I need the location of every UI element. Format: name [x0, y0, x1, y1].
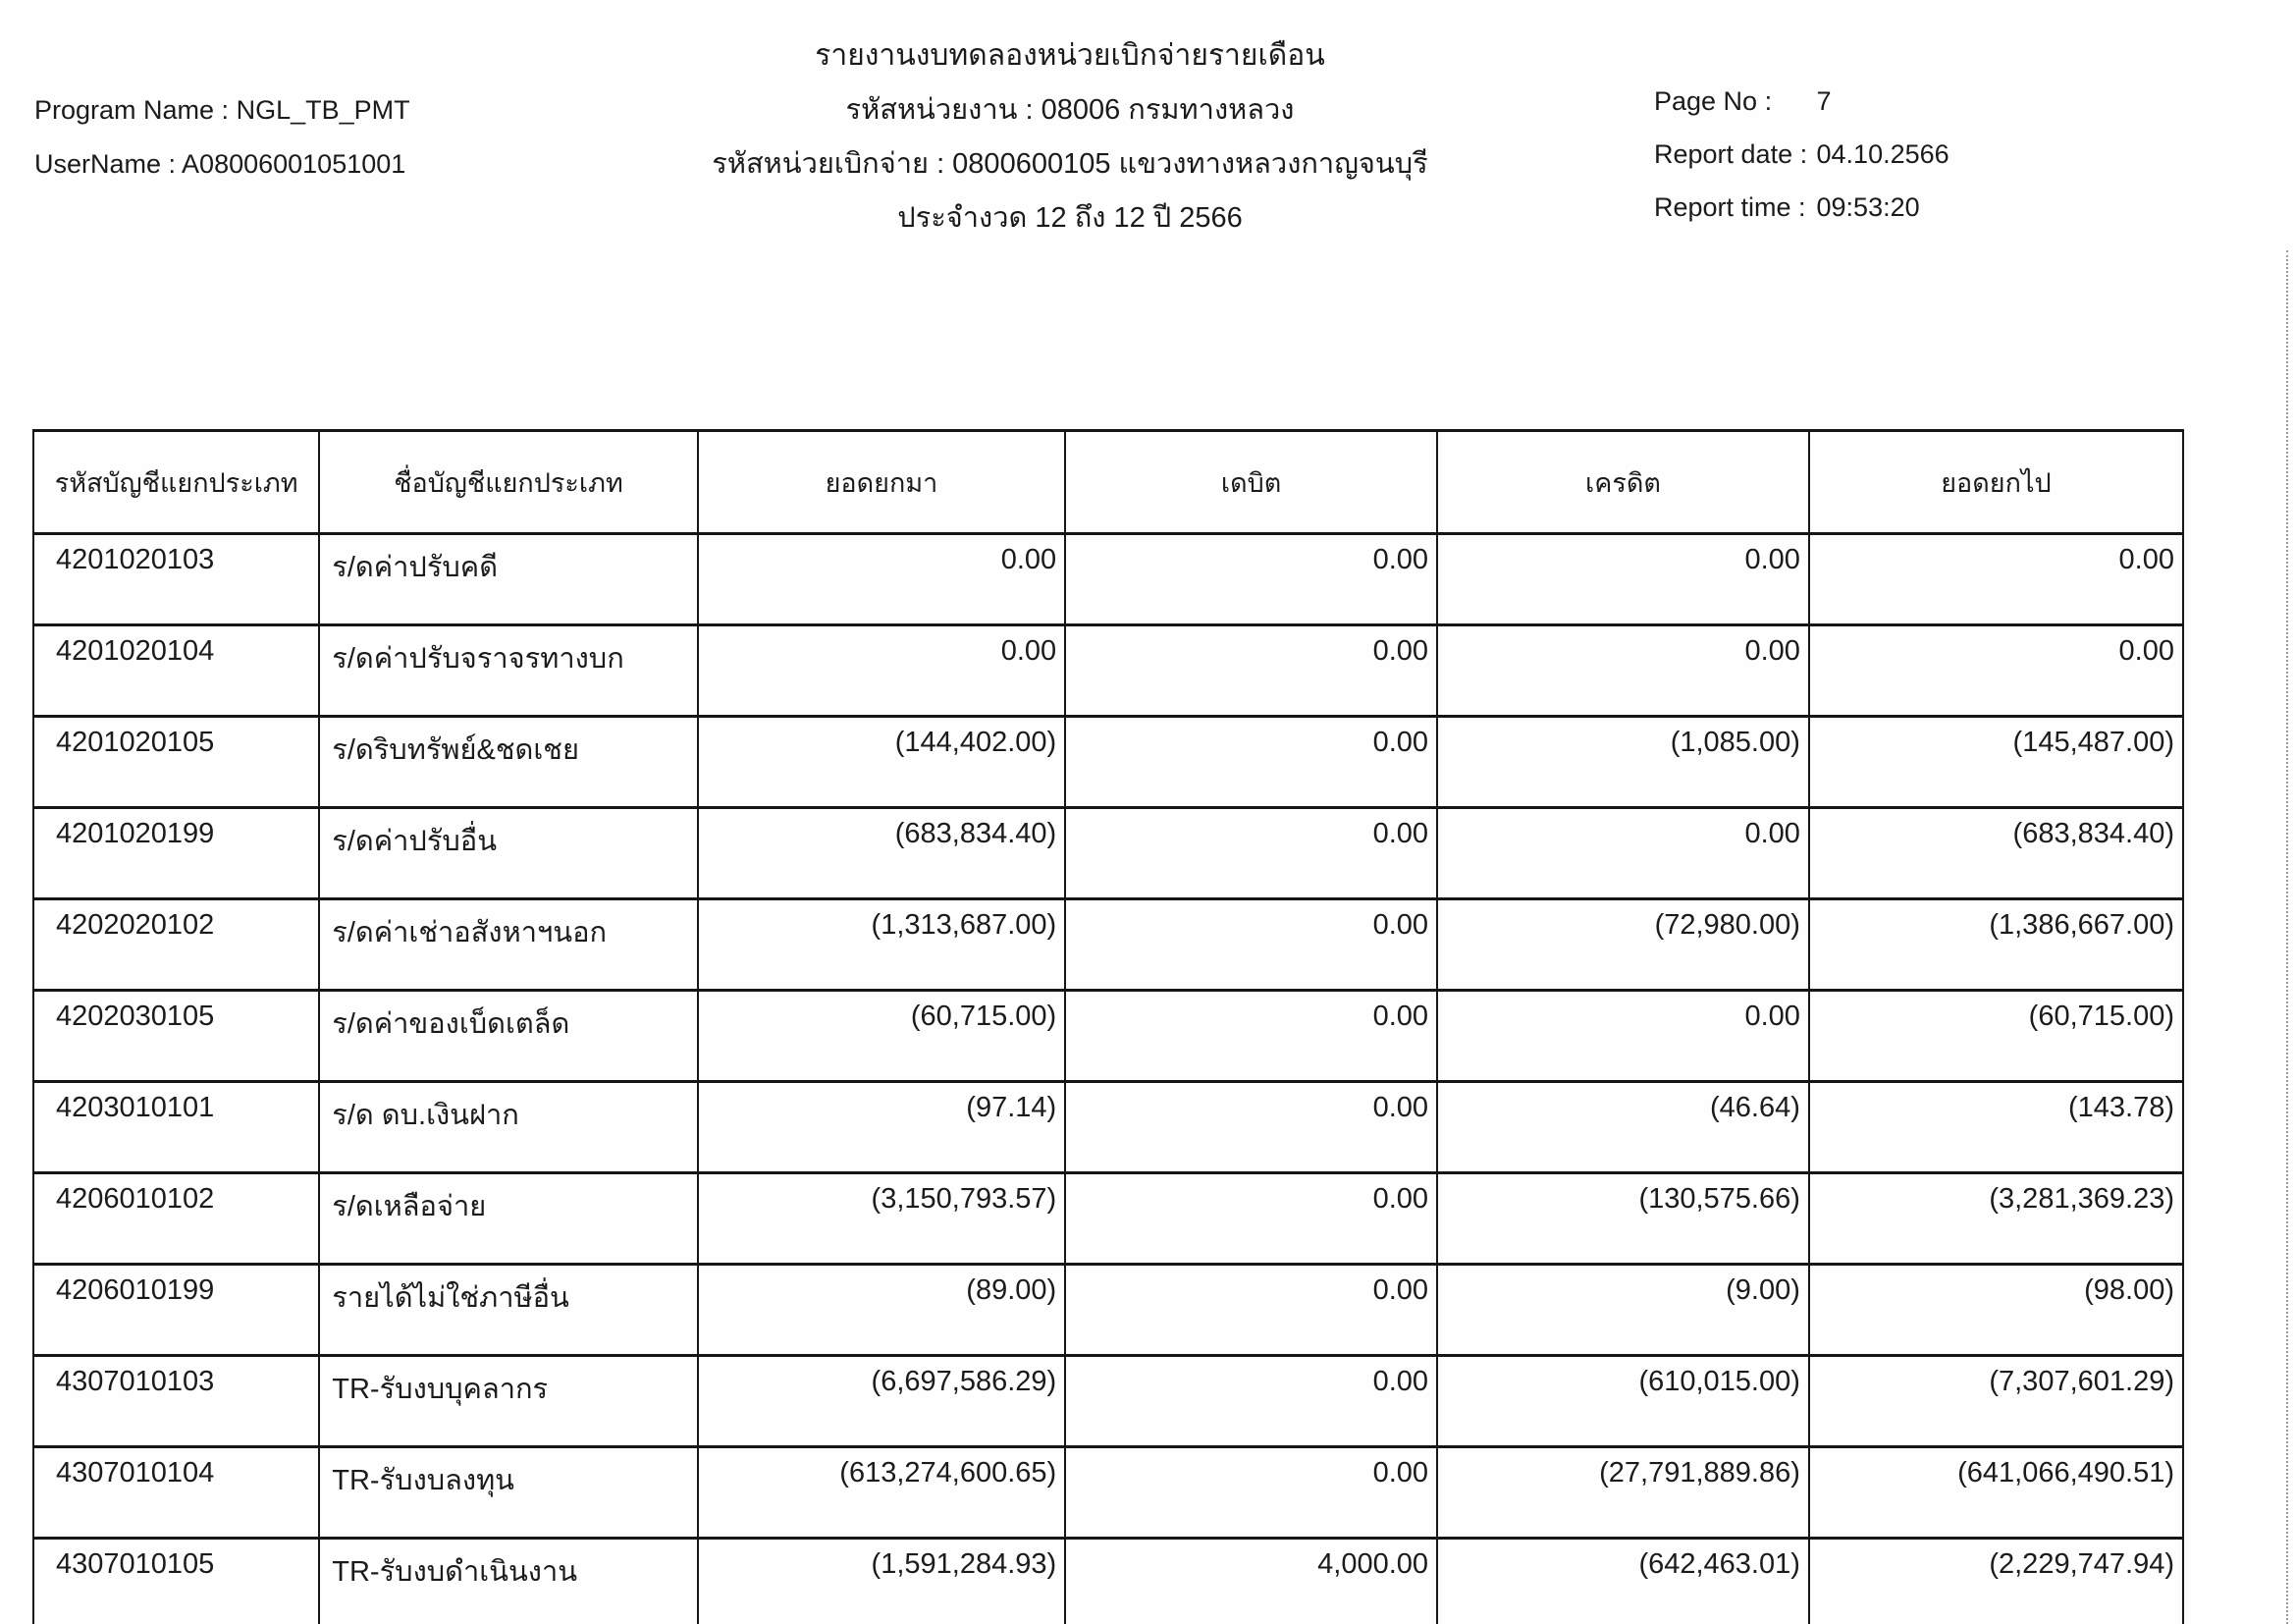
cell-account-code: 4307010104 [33, 1447, 319, 1539]
table-row [33, 1265, 2183, 1356]
cell-account-code: 4203010101 [33, 1082, 319, 1173]
cell-credit: (130,575.66) [1437, 1173, 1809, 1265]
program-name-label: Program Name : [34, 95, 230, 125]
cell-ending-balance: (98.00) [1809, 1265, 2183, 1356]
cell-credit: 0.00 [1437, 625, 1809, 717]
username-value: A08006001051001 [182, 149, 406, 179]
cell-beginning-balance: (1,591,284.93) [698, 1539, 1065, 1624]
cell-beginning-balance: (1,313,687.00) [698, 899, 1065, 991]
cell-beginning-balance: (144,402.00) [698, 717, 1065, 808]
cell-debit: 0.00 [1065, 1173, 1437, 1265]
page-no-label: Page No : [1654, 86, 1773, 116]
cell-account-code: 4206010199 [33, 1265, 319, 1356]
cell-account-name: ร/ดริบทรัพย์&ชดเชย [319, 717, 697, 808]
report-date-value: 04.10.2566 [1816, 139, 1949, 169]
scan-edge-artifact [2286, 250, 2288, 1624]
cell-credit: 0.00 [1437, 808, 1809, 899]
cell-ending-balance: (3,281,369.23) [1809, 1173, 2183, 1265]
cell-credit: (9.00) [1437, 1265, 1809, 1356]
cell-ending-balance: (143.78) [1809, 1082, 2183, 1173]
cell-debit: 0.00 [1065, 1265, 1437, 1356]
cell-ending-balance: 0.00 [1809, 625, 2183, 717]
cell-account-code: 4202030105 [33, 991, 319, 1082]
cell-credit: 0.00 [1437, 534, 1809, 625]
cell-debit: 0.00 [1065, 1447, 1437, 1539]
col-header-debit: เดบิต [1065, 431, 1437, 534]
cell-account-code: 4202020102 [33, 899, 319, 991]
cell-ending-balance: (1,386,667.00) [1809, 899, 2183, 991]
table-row [33, 1356, 2183, 1447]
cell-account-name: ร/ดค่าปรับจราจรทางบก [319, 625, 697, 717]
cell-debit: 0.00 [1065, 991, 1437, 1082]
cell-debit: 0.00 [1065, 899, 1437, 991]
agency-code-line: รหัสหน่วยงาน : 08006 กรมทางหลวง [845, 94, 1295, 126]
report-date-label: Report date : [1654, 139, 1808, 169]
cell-account-name: TR-รับงบบุคลากร [319, 1356, 697, 1447]
cell-account-code: 4201020103 [33, 534, 319, 625]
username-line [34, 149, 405, 180]
table-row [33, 625, 2183, 717]
cell-credit: 0.00 [1437, 991, 1809, 1082]
cell-beginning-balance: (3,150,793.57) [698, 1173, 1065, 1265]
col-header-credit: เครดิต [1437, 431, 1809, 534]
disbursement-unit-line: รหัสหน่วยเบิกจ่าย : 0800600105 แขวงทางหลวงกาญจนบุรี [712, 148, 1428, 180]
col-header-beginning-balance: ยอดยกมา [698, 431, 1065, 534]
cell-ending-balance: 0.00 [1809, 534, 2183, 625]
table-row [33, 1539, 2183, 1624]
cell-beginning-balance: (97.14) [698, 1082, 1065, 1173]
cell-beginning-balance: 0.00 [698, 534, 1065, 625]
cell-beginning-balance: (60,715.00) [698, 991, 1065, 1082]
cell-account-code: 4206010102 [33, 1173, 319, 1265]
cell-account-code: 4201020104 [33, 625, 319, 717]
col-header-account-name: ชื่อบัญชีแยกประเภท [319, 431, 697, 534]
cell-account-name: ร/ดเหลือจ่าย [319, 1173, 697, 1265]
program-name-line [34, 95, 410, 126]
page-no-value: 7 [1816, 86, 1832, 116]
col-header-account-code: รหัสบัญชีแยกประเภท [33, 431, 319, 534]
cell-account-name: TR-รับงบลงทุน [319, 1447, 697, 1539]
cell-account-name: ร/ดค่าเช่าอสังหาฯนอก [319, 899, 697, 991]
report-time-label: Report time : [1654, 192, 1806, 222]
table-row [33, 899, 2183, 991]
table-row [33, 1447, 2183, 1539]
cell-credit: (72,980.00) [1437, 899, 1809, 991]
cell-debit: 0.00 [1065, 1082, 1437, 1173]
report-date-line [1654, 139, 1949, 170]
report-time-line [1654, 192, 1920, 223]
table-row [33, 534, 2183, 625]
cell-ending-balance: (2,229,747.94) [1809, 1539, 2183, 1624]
table-row [33, 808, 2183, 899]
cell-account-name: ร/ดค่าปรับอื่น [319, 808, 697, 899]
cell-account-code: 4201020199 [33, 808, 319, 899]
cell-debit: 4,000.00 [1065, 1539, 1437, 1624]
table-header-row [33, 431, 2183, 534]
cell-beginning-balance: (6,697,586.29) [698, 1356, 1065, 1447]
cell-ending-balance: (7,307,601.29) [1809, 1356, 2183, 1447]
cell-beginning-balance: (613,274,600.65) [698, 1447, 1065, 1539]
cell-beginning-balance: 0.00 [698, 625, 1065, 717]
table-row [33, 1082, 2183, 1173]
cell-credit: (610,015.00) [1437, 1356, 1809, 1447]
cell-ending-balance: (60,715.00) [1809, 991, 2183, 1082]
cell-account-name: รายได้ไม่ใช่ภาษีอื่น [319, 1265, 697, 1356]
report-title: รายงานงบทดลองหน่วยเบิกจ่ายรายเดือน [815, 39, 1325, 72]
cell-credit: (27,791,889.86) [1437, 1447, 1809, 1539]
cell-account-name: ร/ด ดบ.เงินฝาก [319, 1082, 697, 1173]
cell-account-name: TR-รับงบดำเนินงาน [319, 1539, 697, 1624]
cell-ending-balance: (683,834.40) [1809, 808, 2183, 899]
cell-debit: 0.00 [1065, 625, 1437, 717]
table-row [33, 991, 2183, 1082]
cell-ending-balance: (641,066,490.51) [1809, 1447, 2183, 1539]
cell-debit: 0.00 [1065, 717, 1437, 808]
cell-debit: 0.00 [1065, 808, 1437, 899]
cell-account-code: 4307010103 [33, 1356, 319, 1447]
cell-beginning-balance: (89.00) [698, 1265, 1065, 1356]
col-header-ending-balance: ยอดยกไป [1809, 431, 2183, 534]
cell-account-name: ร/ดค่าปรับคดี [319, 534, 697, 625]
period-line: ประจำงวด 12 ถึง 12 ปี 2566 [897, 202, 1243, 234]
username-label: UserName : [34, 149, 177, 179]
table-row [33, 1173, 2183, 1265]
program-name-value: NGL_TB_PMT [236, 95, 410, 125]
page-no-line [1654, 86, 1832, 117]
cell-beginning-balance: (683,834.40) [698, 808, 1065, 899]
cell-debit: 0.00 [1065, 534, 1437, 625]
cell-credit: (1,085.00) [1437, 717, 1809, 808]
cell-credit: (642,463.01) [1437, 1539, 1809, 1624]
report-time-value: 09:53:20 [1816, 192, 1920, 222]
table-row [33, 717, 2183, 808]
cell-ending-balance: (145,487.00) [1809, 717, 2183, 808]
cell-account-name: ร/ดค่าของเบ็ดเตล็ด [319, 991, 697, 1082]
cell-credit: (46.64) [1437, 1082, 1809, 1173]
cell-account-code: 4201020105 [33, 717, 319, 808]
cell-account-code: 4307010105 [33, 1539, 319, 1624]
cell-debit: 0.00 [1065, 1356, 1437, 1447]
trial-balance-table [32, 429, 2184, 1624]
